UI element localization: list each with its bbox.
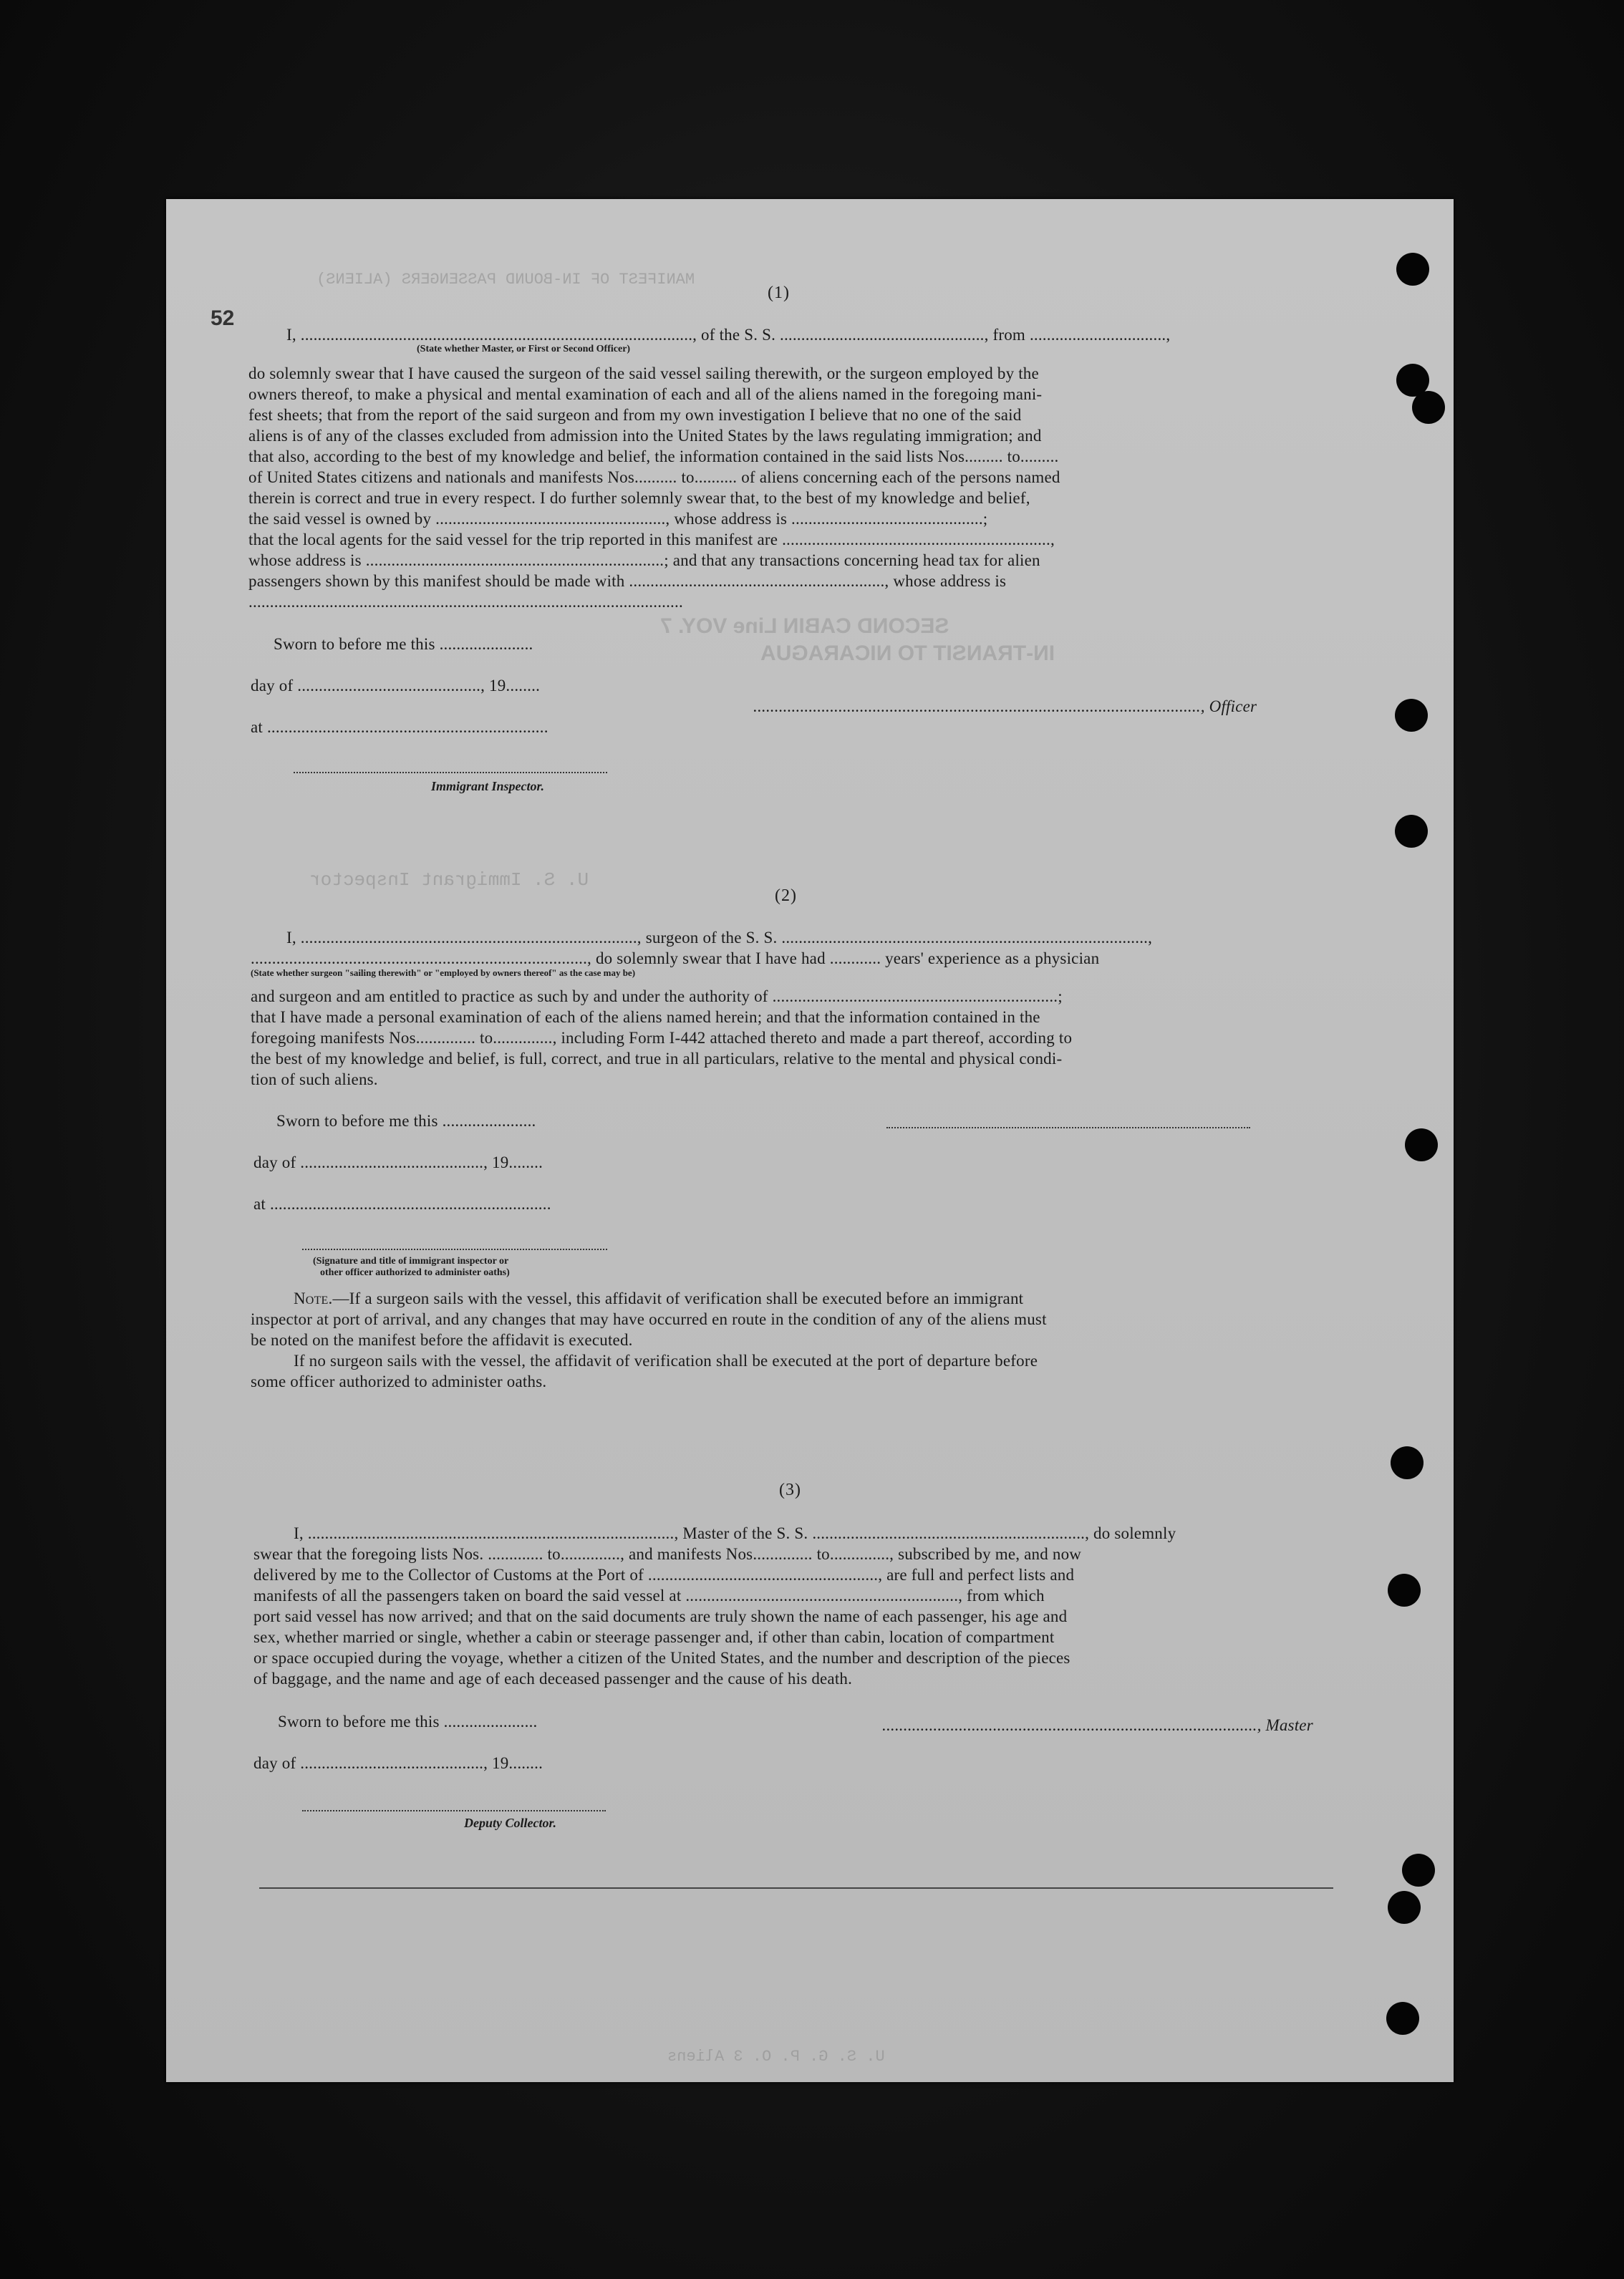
role-note: (State whether Master, or First or Second Officer) <box>417 344 631 354</box>
binder-hole <box>1395 699 1428 732</box>
bleed-through-line: IN-TRANSIT TO NICARAGUA <box>760 642 1055 665</box>
signature-note: other officer authorized to administer oaths) <box>320 1267 510 1278</box>
binder-hole <box>1412 391 1445 424</box>
note-line: some officer authorized to administer oaths. <box>251 1373 547 1390</box>
section-2-line: tion of such aliens. <box>251 1070 378 1088</box>
note-label: Note. <box>294 1290 333 1307</box>
section-1-line: passengers shown by this manifest should be made with ............................................................, whose address is <box>248 572 1007 590</box>
section-1-line: that also, according to the best of my knowledge and belief, the information contained in the said lists Nos......... to......... <box>248 447 1059 465</box>
section-2-line: I, ..............................................................................., surgeon of the S. S. ......................................................................................, <box>286 929 1153 947</box>
section-1-line: do solemnly swear that I have caused the surgeon of the said vessel sailing therewith, or the surgeon employed by the <box>248 364 1039 382</box>
binder-hole <box>1388 1891 1421 1924</box>
sworn-line: Sworn to before me this ...................... <box>276 1112 536 1130</box>
day-line: day of ..........................................., 19........ <box>253 1153 543 1171</box>
section-2-line: the best of my knowledge and belief, is full, correct, and true in all particulars, relative to the mental and physical condi- <box>251 1050 1063 1068</box>
section-3-line: manifests of all the passengers taken on board the said vessel at ................................................................, from which <box>253 1587 1045 1605</box>
section-1-line: owners thereof, to make a physical and mental examination of each and all of the aliens named in the foregoing mani- <box>248 385 1043 403</box>
master-signature-line: ........................................................................................, Master <box>882 1716 1313 1734</box>
section-2-number: (2) <box>775 886 797 905</box>
binder-hole <box>1405 1128 1438 1161</box>
note-line: If no surgeon sails with the vessel, the affidavit of verification shall be executed at the port of departure before <box>294 1352 1038 1370</box>
officer-signature-rule <box>302 1249 607 1250</box>
note-text: —If a surgeon sails with the vessel, this affidavit of verification shall be executed before an immigrant <box>332 1290 1024 1307</box>
officer-signature-line: ........................................................................................................., Officer <box>753 697 1257 715</box>
bleed-through-header: MANIFEST OF IN-BOUND PASSENGERS (ALIENS) <box>316 271 695 289</box>
bleed-through-line: SECOND CABIN Line VOY. 7 <box>660 614 949 638</box>
binder-hole <box>1388 1574 1421 1607</box>
section-3-line: or space occupied during the voyage, whether a citizen of the United States, and the number and description of the pieces <box>253 1649 1070 1667</box>
section-3-line: sex, whether married or single, whether a cabin or steerage passenger and, if other than cabin, location of compartment <box>253 1628 1055 1646</box>
day-line: day of ..........................................., 19........ <box>251 677 541 695</box>
surgeon-state-note: (State whether surgeon "sailing therewith" or "employed by owners thereof" as the case may be) <box>251 967 636 978</box>
at-line: at .................................................................. <box>253 1195 551 1213</box>
section-1-line: that the local agents for the said vessel for the trip reported in this manifest are ..............................................................., <box>248 531 1055 548</box>
section-1-line: ...................................................................................................... <box>248 593 683 611</box>
section-3-line: I, ......................................................................................, Master of the S. S. ................................................................, do solemnly <box>294 1524 1176 1542</box>
section-1-line: I, ............................................................................................, of the S. S. ................................................, from ................................, <box>286 326 1171 344</box>
collector-signature-rule <box>302 1810 606 1811</box>
binder-hole <box>1402 1854 1435 1887</box>
section-2-line: ..............................................................................., do solemnly swear that I have had ............ years' experience as a physician <box>251 949 1100 967</box>
section-3-line: of baggage, and the name and age of each deceased passenger and the cause of his death. <box>253 1670 853 1688</box>
inspector-title: Immigrant Inspector. <box>431 779 545 793</box>
section-1-line: aliens is of any of the classes excluded from admission into the United States by the laws regulating immigration; and <box>248 427 1042 445</box>
section-2-line: and surgeon and am entitled to practice as such by and under the authority of ...................................................................; <box>251 987 1063 1005</box>
note-paragraph <box>294 1290 1023 1307</box>
bottom-rule <box>259 1887 1333 1889</box>
section-1-line: therein is correct and true in every respect. I do further solemnly swear that, to the best of my knowledge and belief, <box>248 489 1030 507</box>
binder-hole <box>1391 1446 1424 1479</box>
section-3-line: delivered by me to the Collector of Customs at the Port of ......................................................, are full and perfect lists and <box>253 1566 1075 1584</box>
section-1-number: (1) <box>768 284 790 302</box>
section-3-line: swear that the foregoing lists Nos. ............. to.............., and manifests Nos.............. to.............., subscribed by me, and now <box>253 1545 1082 1563</box>
section-1-line: the said vessel is owned by ......................................................, whose address is .............................................; <box>248 510 988 528</box>
inspector-signature-rule <box>294 772 607 773</box>
section-2-line: foregoing manifests Nos.............. to.............., including Form I-442 attached thereto and made a part thereof, according to <box>251 1029 1073 1047</box>
section-1-line: fest sheets; that from the report of the said surgeon and from my own investigation I believe that no one of the said <box>248 406 1022 424</box>
note-line: inspector at port of arrival, and any changes that may have occurred en route in the condition of any of the aliens must <box>251 1310 1047 1328</box>
signature-note: (Signature and title of immigrant inspector or <box>313 1256 509 1267</box>
margin-number: 52 <box>211 306 235 330</box>
section-3-number: (3) <box>779 1481 801 1499</box>
section-1-line: whose address is ......................................................................; and that any transactions concerning head tax for alien <box>248 551 1040 569</box>
sworn-line: Sworn to before me this ...................... <box>274 635 533 653</box>
section-1-line: of United States citizens and nationals and manifests Nos.......... to.......... of aliens concerning each of the persons named <box>248 468 1060 486</box>
at-line: at .................................................................. <box>251 718 548 736</box>
bleed-through-footer: U. S. G. P. O. 3 Aliens <box>667 2048 885 2066</box>
binder-hole <box>1396 253 1429 286</box>
day-line: day of ..........................................., 19........ <box>253 1754 543 1772</box>
section-2-line: that I have made a personal examination of each of the aliens named herein; and that the information contained in the <box>251 1008 1040 1026</box>
surgeon-signature-rule <box>886 1127 1250 1128</box>
note-line: be noted on the manifest before the affidavit is executed. <box>251 1331 633 1349</box>
manifest-page <box>166 199 1454 2082</box>
binder-hole <box>1386 2002 1419 2035</box>
binder-hole <box>1395 815 1428 848</box>
deputy-collector-title: Deputy Collector. <box>464 1816 556 1830</box>
bleed-through-line: U. S. Immigrant Inspector <box>309 869 589 891</box>
sworn-line: Sworn to before me this ...................... <box>278 1713 538 1731</box>
section-3-line: port said vessel has now arrived; and that on the said documents are truly shown the name of each passenger, his age and <box>253 1607 1068 1625</box>
